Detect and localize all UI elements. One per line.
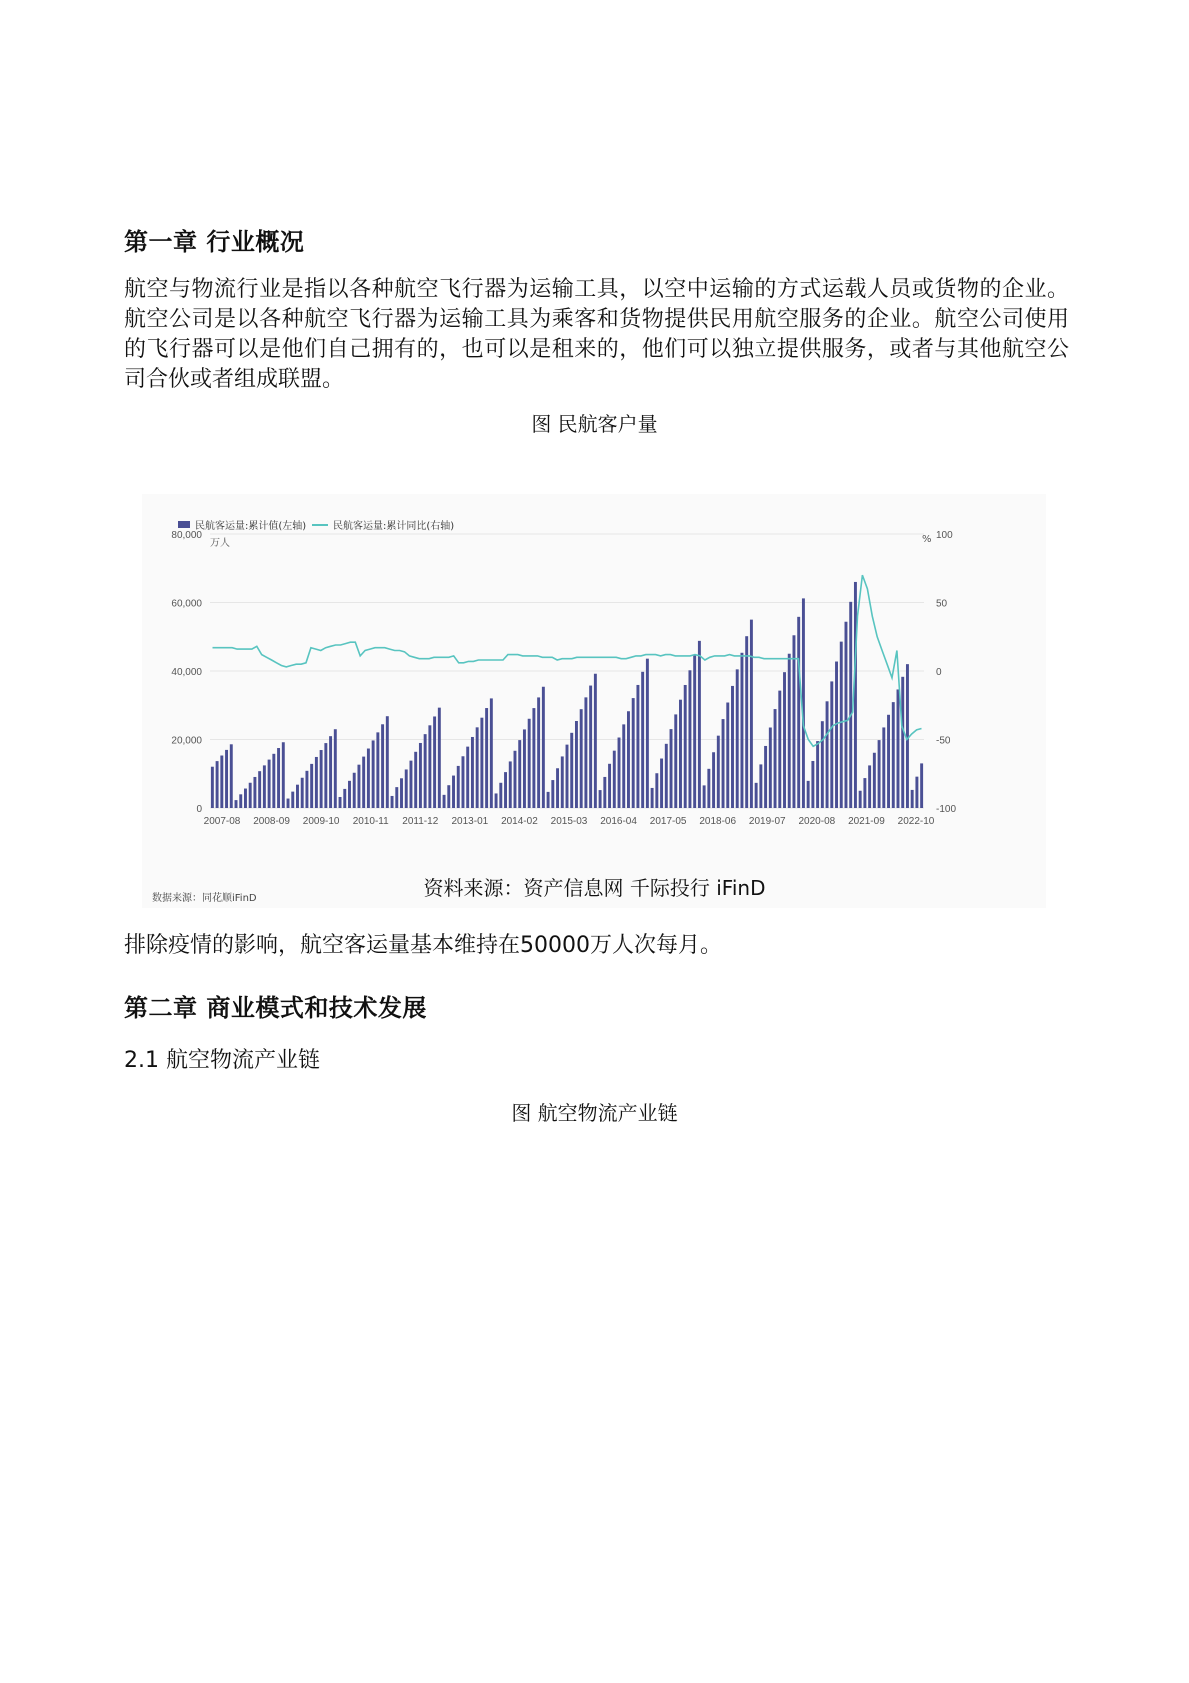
- x-tick-label: 2022-10: [897, 816, 935, 827]
- legend-bar-label: 民航客运量:累计值(左轴): [195, 521, 307, 532]
- chart-source-note: 数据来源：同花顺iFinD: [152, 893, 257, 904]
- bar-mark: [703, 785, 706, 808]
- bar-mark: [811, 761, 814, 808]
- left-tick-label: 20,000: [171, 735, 202, 747]
- bar-mark: [324, 743, 327, 808]
- bar-mark: [220, 756, 223, 808]
- section-2-1-heading: 2.1 航空物流产业链: [124, 1048, 320, 1073]
- bar-mark: [618, 738, 621, 808]
- bar-mark: [249, 783, 252, 808]
- bar-mark: [627, 711, 630, 808]
- bar-mark: [556, 768, 559, 808]
- bar-mark: [391, 796, 394, 808]
- bar-mark: [793, 635, 796, 808]
- bar-mark: [651, 788, 654, 808]
- chapter1-paragraph: 航空与物流行业是指以各种航空飞行器为运输工具，以空中运输的方式运载人员或货物的企业。航空公司是以各种航空飞行器为运输工具为乘客和货物提供民用航空服务的企业。航空公司使用的飞行器可以是他们自己拥有的，也可以是租来的，他们可以独立提供服务，或者与其他航空公司合伙或者组成联盟。: [124, 277, 1069, 392]
- bar-mark: [840, 642, 843, 808]
- chart-svg: [142, 494, 1046, 908]
- bar-mark: [608, 764, 611, 808]
- bar-mark: [329, 736, 332, 808]
- x-tick-label: 2014-02: [501, 816, 538, 827]
- bar-mark: [424, 734, 427, 808]
- bar-mark: [523, 729, 526, 808]
- x-tick-label: 2015-03: [550, 816, 588, 827]
- bar-mark: [854, 582, 857, 808]
- bar-mark: [547, 792, 550, 808]
- bar-mark: [343, 789, 346, 808]
- bar-mark: [674, 714, 677, 808]
- bar-mark: [376, 732, 379, 808]
- bar-mark: [381, 724, 384, 808]
- bar-mark: [561, 756, 564, 808]
- legend-line-label: 民航客运量:累计同比(右轴): [333, 521, 455, 532]
- bar-mark: [230, 744, 233, 808]
- bar-mark: [428, 725, 431, 808]
- bar-mark: [788, 654, 791, 808]
- bar-mark: [305, 771, 308, 808]
- bar-mark: [514, 751, 517, 808]
- bar-mark: [433, 716, 436, 808]
- bar-mark: [495, 793, 498, 808]
- bar-mark: [698, 641, 701, 808]
- bar-mark: [301, 778, 304, 808]
- figure1-caption: 图 民航客户量: [531, 412, 658, 436]
- bar-mark: [244, 789, 247, 808]
- left-tick-label: 40,000: [171, 667, 202, 678]
- bar-mark: [258, 771, 261, 808]
- bar-mark: [821, 721, 824, 808]
- chapter2-title: 第二章 商业模式和技术发展: [124, 994, 427, 1022]
- bar-mark: [372, 740, 375, 808]
- bar-mark: [740, 653, 743, 808]
- left-axis-unit: 万人: [210, 538, 230, 549]
- right-axis-unit: %: [922, 534, 932, 545]
- bar-mark: [632, 698, 635, 808]
- bar-mark: [688, 670, 691, 808]
- bar-mark: [717, 736, 720, 808]
- bar-mark: [485, 708, 488, 808]
- observation-text: 排除疫情的影响，航空客运量基本维持在50000万人次每月。: [124, 933, 722, 958]
- bar-mark: [665, 744, 668, 808]
- bar-mark: [693, 656, 696, 808]
- bar-mark: [542, 687, 545, 808]
- bar-mark: [660, 759, 663, 808]
- bar-mark: [320, 750, 323, 808]
- bar-mark: [679, 700, 682, 808]
- bar-mark: [897, 689, 900, 808]
- bar-mark: [580, 709, 583, 808]
- bar-mark: [518, 740, 521, 808]
- bar-mark: [480, 718, 483, 808]
- bar-mark: [235, 800, 238, 808]
- bar-mark: [268, 760, 271, 808]
- bar-mark: [901, 677, 904, 808]
- bar-mark: [277, 748, 280, 808]
- x-tick-label: 2011-12: [402, 816, 439, 827]
- bar-mark: [386, 716, 389, 808]
- bar-mark: [722, 719, 725, 808]
- bar-mark: [920, 763, 923, 808]
- bar-mark: [636, 685, 639, 808]
- left-tick-label: 60,000: [171, 598, 202, 610]
- bar-mark: [882, 727, 885, 808]
- bar-mark: [216, 761, 219, 808]
- bar-mark: [873, 753, 876, 808]
- x-tick-label: 2020-08: [798, 816, 836, 827]
- bar-mark: [296, 785, 299, 808]
- x-tick-label: 2010-11: [352, 816, 389, 827]
- x-tick-label: 2021-09: [848, 816, 885, 827]
- bar-mark: [239, 794, 242, 808]
- bar-mark: [551, 780, 554, 808]
- bar-mark: [409, 761, 412, 808]
- bar-mark: [599, 790, 602, 808]
- bar-mark: [566, 745, 569, 808]
- bar-mark: [263, 765, 266, 808]
- passenger-chart: [142, 494, 1046, 908]
- bar-mark: [452, 776, 455, 808]
- left-tick-label: 80,000: [171, 530, 202, 541]
- bar-mark: [584, 697, 587, 808]
- bar-mark: [594, 674, 597, 808]
- bar-mark: [835, 662, 838, 808]
- bar-mark: [670, 729, 673, 808]
- bar-mark: [405, 769, 408, 808]
- bar-mark: [589, 686, 592, 808]
- bar-mark: [334, 729, 337, 808]
- bar-mark: [357, 765, 360, 808]
- bar-mark: [807, 781, 810, 808]
- bar-mark: [892, 702, 895, 808]
- left-tick-label: 0: [196, 804, 202, 815]
- figure1-source: 资料来源：资产信息网 千际投行 iFinD: [423, 876, 766, 900]
- bar-mark: [438, 708, 441, 808]
- bar-mark: [750, 620, 753, 808]
- bar-mark: [471, 737, 474, 808]
- bar-mark: [315, 757, 318, 808]
- bar-mark: [911, 790, 914, 808]
- bar-mark: [774, 709, 777, 808]
- chapter1-title: 第一章 行业概况: [124, 228, 305, 256]
- yoy-line: [213, 575, 922, 746]
- x-tick-label: 2007-08: [203, 816, 241, 827]
- bar-mark: [287, 799, 290, 808]
- x-tick-label: 2008-09: [253, 816, 290, 827]
- bar-mark: [816, 741, 819, 808]
- bar-mark: [906, 664, 909, 808]
- bar-mark: [225, 750, 228, 808]
- x-tick-label: 2019-07: [748, 816, 786, 827]
- bar-mark: [490, 698, 493, 808]
- bar-mark: [211, 767, 214, 808]
- right-tick-label: -100: [936, 804, 957, 815]
- bar-mark: [457, 766, 460, 808]
- bar-mark: [310, 764, 313, 808]
- bar-mark: [476, 727, 479, 808]
- bar-mark: [253, 777, 256, 808]
- bar-mark: [863, 778, 866, 808]
- figure2-caption: 图 航空物流产业链: [511, 1101, 678, 1125]
- bar-mark: [655, 773, 658, 808]
- bar-mark: [849, 602, 852, 808]
- bar-mark: [575, 721, 578, 808]
- bar-mark: [755, 783, 758, 808]
- bar-mark: [731, 686, 734, 808]
- bar-mark: [826, 701, 829, 808]
- bar-mark: [684, 685, 687, 808]
- bar-mark: [282, 742, 285, 808]
- x-tick-label: 2009-10: [302, 816, 340, 827]
- bar-mark: [570, 733, 573, 808]
- bar-mark: [613, 751, 616, 808]
- bar-mark: [339, 797, 342, 808]
- bar-mark: [291, 792, 294, 808]
- bar-mark: [778, 691, 781, 808]
- bar-mark: [504, 772, 507, 808]
- bar-mark: [915, 777, 918, 808]
- bar-mark: [646, 659, 649, 808]
- bar-mark: [868, 765, 871, 808]
- bar-mark: [707, 769, 710, 808]
- bar-mark: [466, 747, 469, 808]
- bar-mark: [859, 791, 862, 808]
- bar-mark: [499, 783, 502, 808]
- bar-mark: [272, 754, 275, 808]
- x-tick-label: 2017-05: [649, 816, 687, 827]
- x-tick-label: 2016-04: [600, 816, 637, 827]
- bar-mark: [532, 708, 535, 808]
- bar-mark: [603, 777, 606, 808]
- right-tick-label: 50: [936, 598, 948, 610]
- bar-mark: [367, 749, 370, 808]
- bar-mark: [443, 795, 446, 808]
- x-tick-label: 2018-06: [699, 816, 737, 827]
- right-tick-label: -50: [936, 735, 951, 747]
- bar-mark: [764, 746, 767, 808]
- bar-mark: [759, 764, 762, 808]
- bar-mark: [712, 752, 715, 808]
- bar-mark: [353, 773, 356, 808]
- bar-mark: [887, 715, 890, 808]
- x-tick-label: 2013-01: [451, 816, 489, 827]
- bar-mark: [783, 672, 786, 808]
- bar-mark: [395, 787, 398, 808]
- bar-mark: [830, 681, 833, 808]
- bar-mark: [878, 740, 881, 808]
- bar-mark: [537, 697, 540, 808]
- bar-mark: [447, 785, 450, 808]
- bar-mark: [845, 622, 848, 808]
- bar-mark: [419, 743, 422, 808]
- bar-mark: [414, 752, 417, 808]
- bar-mark: [528, 719, 531, 808]
- bar-mark: [509, 761, 512, 808]
- bar-mark: [348, 781, 351, 808]
- bar-mark: [462, 756, 465, 808]
- bar-mark: [769, 728, 772, 808]
- right-tick-label: 0: [936, 667, 942, 678]
- bar-mark: [745, 636, 748, 808]
- bar-mark: [797, 617, 800, 808]
- bar-mark: [641, 672, 644, 808]
- bar-mark: [362, 757, 365, 808]
- bar-mark: [622, 724, 625, 808]
- right-tick-label: 100: [936, 530, 953, 541]
- bar-mark: [726, 703, 729, 808]
- bar-mark: [736, 669, 739, 808]
- bar-mark: [400, 778, 403, 808]
